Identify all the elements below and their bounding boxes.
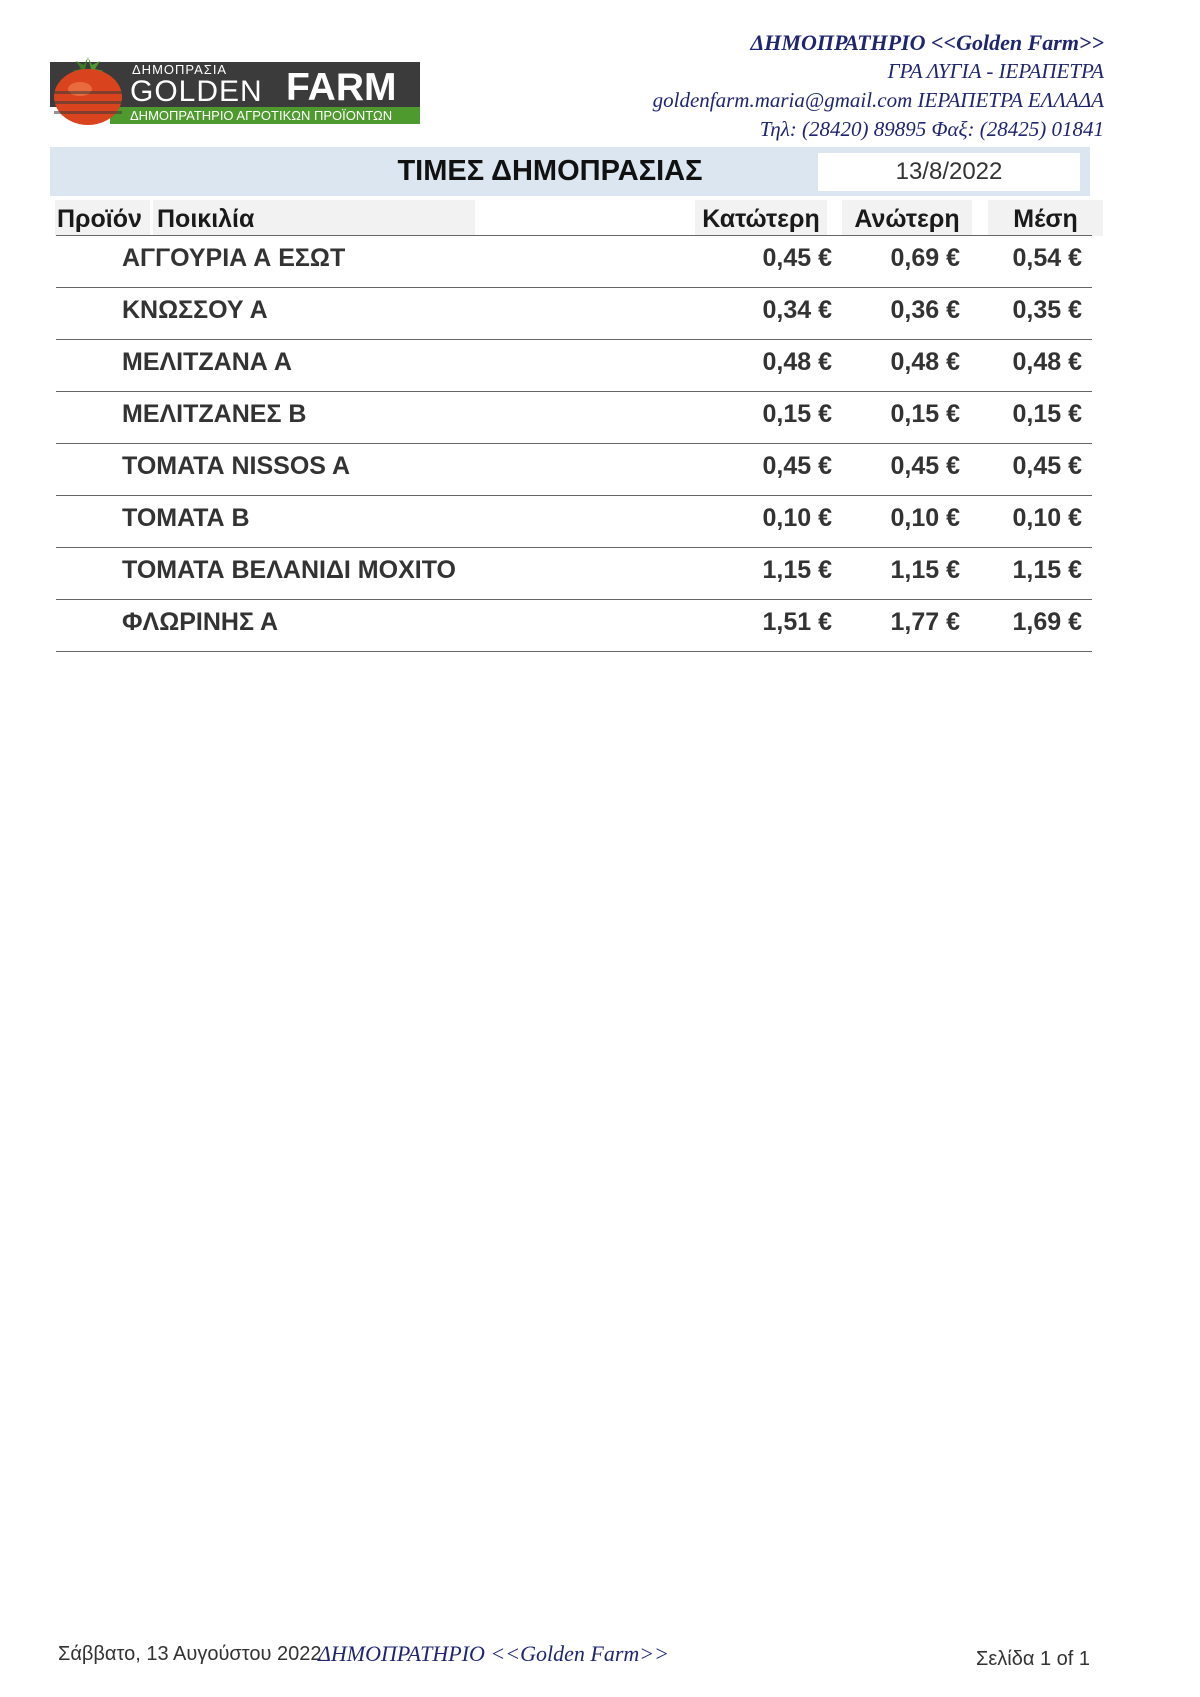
row-high-price: 0,15 € [890,400,960,428]
row-high-price: 0,48 € [890,348,960,376]
table-row [56,340,1092,392]
row-low-price: 0,10 € [762,504,832,532]
row-low-price: 1,51 € [762,608,832,636]
row-low-price: 0,48 € [762,348,832,376]
row-low-price: 0,45 € [762,452,832,480]
row-low-price: 1,15 € [762,556,832,584]
table-row [56,444,1092,496]
company-name: ΔΗΜΟΠΡΑΤΗΡΙΟ <<Golden Farm>> [750,30,1104,55]
row-product-name: ΚΝΩΣΣΟΥ Α [122,296,268,324]
logo-golden-text: GOLDEN [130,75,263,108]
logo-farm-text: FARM [286,66,397,109]
column-header-avg: Μέση [988,200,1103,236]
row-avg-price: 1,15 € [1012,556,1082,584]
table-row [56,392,1092,444]
table-row [56,496,1092,548]
row-product-name: ΜΕΛΙΤΖΑΝΑ Α [122,348,292,376]
row-high-price: 0,36 € [890,296,960,324]
row-low-price: 0,45 € [762,244,832,272]
row-avg-price: 1,69 € [1012,608,1082,636]
row-avg-price: 0,15 € [1012,400,1082,428]
row-avg-price: 0,48 € [1012,348,1082,376]
row-high-price: 1,77 € [890,608,960,636]
column-header-low: Κατώτερη [695,200,827,236]
row-high-price: 0,69 € [890,244,960,272]
row-low-price: 0,15 € [762,400,832,428]
company-phones: Τηλ: (28420) 89895 Φαξ: (28425) 01841 [759,117,1104,141]
company-logo [50,45,420,127]
logo-subtitle: ΔΗΜΟΠΡΑΤΗΡΙΟ ΑΓΡΟΤΙΚΩΝ ΠΡΟΪΟΝΤΩΝ [130,108,393,123]
row-avg-price: 0,45 € [1012,452,1082,480]
page-number: Σελίδα 1 of 1 [975,1648,1090,1670]
row-product-name: ΦΛΩΡΙΝΗΣ Α [122,608,279,636]
tomato-icon [50,51,126,127]
row-product-name: ΤΟΜΑΤΑ NISSOS A [122,452,351,480]
column-header-high: Ανώτερη [842,200,972,236]
logo-top-text: ΔΗΜΟΠΡΑΣΙΑ [132,62,228,77]
page-title: ΤΙΜΕΣ ΔΗΜΟΠΡΑΣΙΑΣ [397,155,703,187]
auction-date: 13/8/2022 [818,153,1080,191]
row-high-price: 0,10 € [890,504,960,532]
row-avg-price: 0,54 € [1012,244,1082,272]
row-high-price: 1,15 € [890,556,960,584]
price-table [56,235,1092,652]
row-product-name: ΜΕΛΙΤΖΑΝΕΣ Β [122,400,307,428]
row-avg-price: 0,35 € [1012,296,1082,324]
row-product-name: ΤΟΜΑΤΑ ΒΕΛΑΝΙΔΙ ΜΟΧΙΤΟ [122,556,456,584]
table-row [56,236,1092,288]
column-header-variety: Ποικιλία [153,200,475,236]
row-product-name: ΑΓΓΟΥΡΙΑ Α ΕΣΩΤ [122,244,346,272]
footer-company: ΔΗΜΟΠΡΑΤΗΡΙΟ <<Golden Farm>> [318,1641,669,1666]
row-low-price: 0,34 € [762,296,832,324]
footer-date: Σάββατο, 13 Αυγούστου 2022 [58,1643,322,1665]
company-address: ΓΡΑ ΛΥΓΙΑ - ΙΕΡΑΠΕΤΡΑ [887,59,1104,83]
row-product-name: ΤΟΜΑΤΑ Β [122,504,250,532]
table-row [56,600,1092,652]
table-row [56,548,1092,600]
table-row [56,288,1092,340]
company-email: goldenfarm.maria@gmail.com ΙΕΡΑΠΕΤΡΑ ΕΛΛΑΔΑ [652,88,1104,112]
row-high-price: 0,45 € [890,452,960,480]
column-header-product: Προϊόν [55,200,150,236]
row-avg-price: 0,10 € [1012,504,1082,532]
